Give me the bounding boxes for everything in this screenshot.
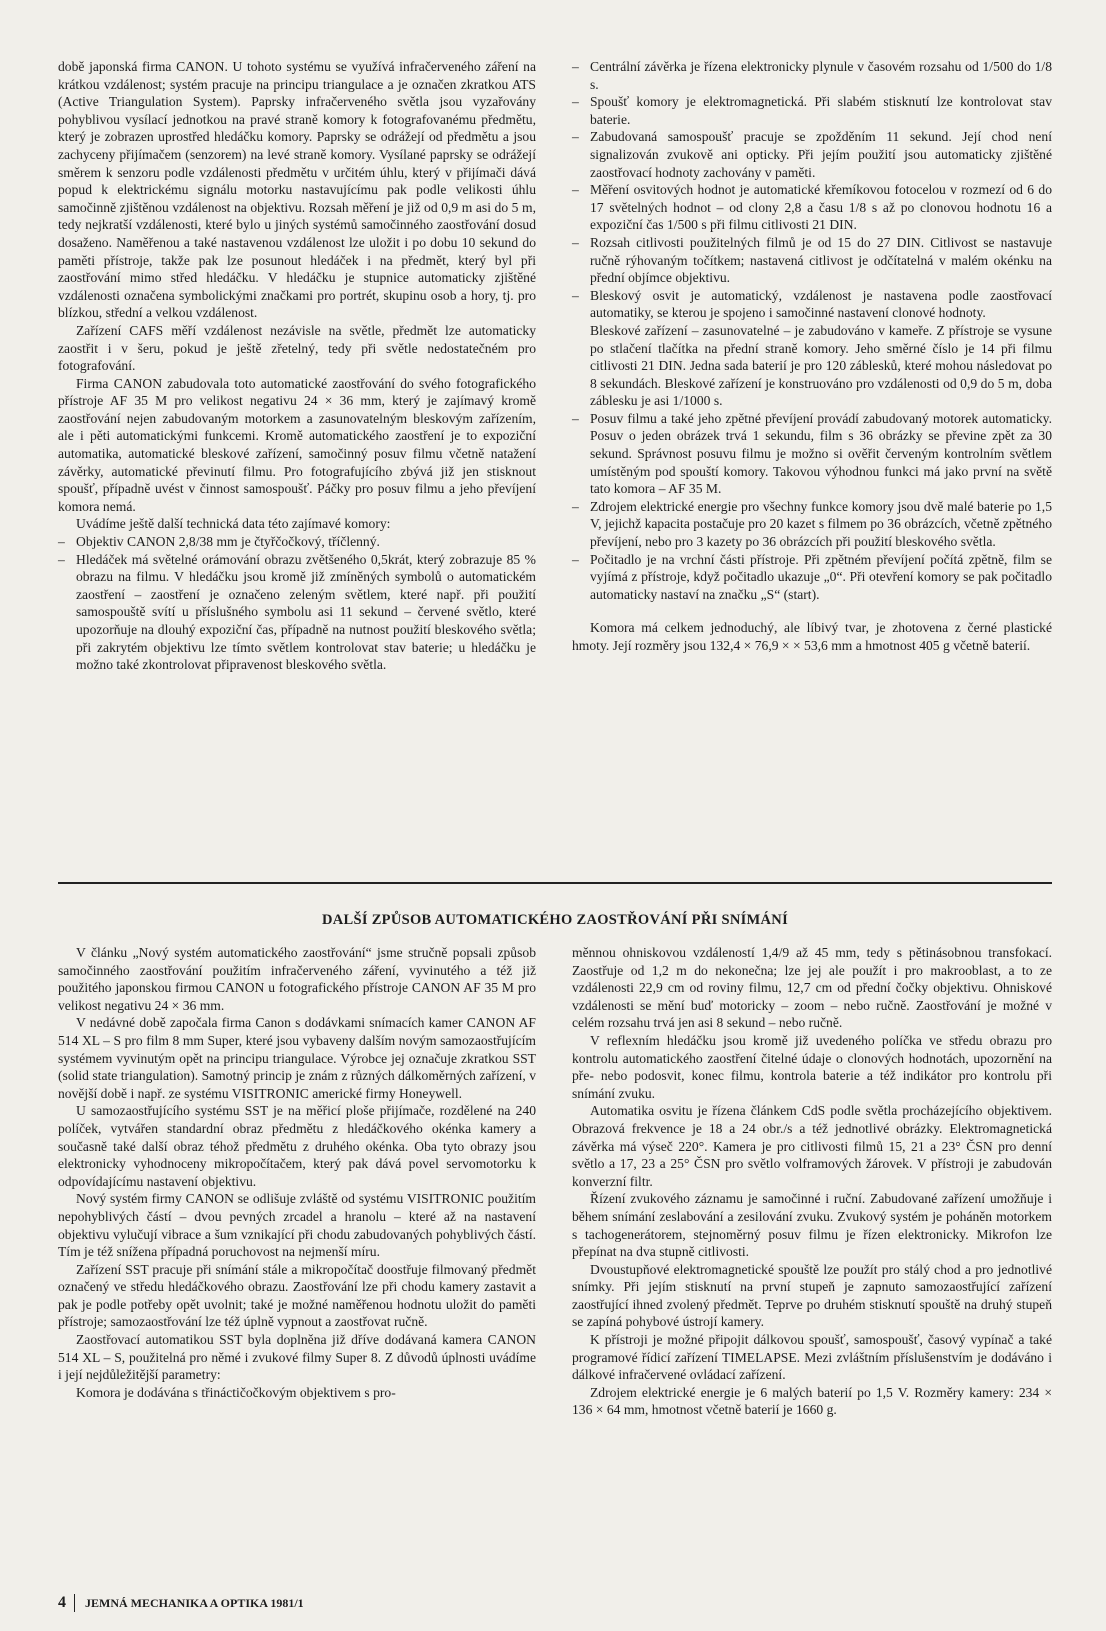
paragraph: Nový systém firmy CANON se odlišuje zvláště od systému VISITRONIC použitím nepohyblivých částí – dvou pevných zrcadel a hranolu – které až na nastavení objektivu vylučují vibrace a šum vznikající při chodu zabudovaných pohyblivých částí. Tím je též snížena případná poruchovost na nejmenší míru. — [58, 1191, 536, 1260]
list-item: – Zdrojem elektrické energie pro všechny funkce komory jsou dvě malé baterie po 1,5 V, jejichž kapacita postačuje pro 20 kazet s filmem po 36 obrázcích, včetně zpětného převíjení, nebo pro 3 kazety po 36 obrázcích při použití bleskového světla. — [572, 498, 1052, 551]
list-item: – Bleskový osvit je automatický, vzdálenost je nastavena podle zaostřovací automatiky, se kterou je spojeno i samočinné nastavení clonové hodnoty. — [572, 287, 1052, 322]
paragraph: Zdrojem elektrické energie je 6 malých baterií po 1,5 V. Rozměry kamery: 234 × 136 × 64 mm, hmotnost včetně baterií je 1660 g. — [572, 1384, 1052, 1418]
bottom-right-column — [572, 944, 1052, 1419]
list-item: – Objektiv CANON 2,8/38 mm je čtyřčočkový, tříčlenný. — [58, 533, 536, 551]
list-item: – Posuv filmu a také jeho zpětné převíjení provádí zabudovaný motorek automaticky. Posuv o jeden obrázek trvá 1 sekundu, film s 36 obrázky se převine zpět za 30 sekund. Správnost posuvu filmu je možno si ověřit červeným kontrolním světlem umístěným pod spouští komory. Takovou výhodnou funkci má jako první na světě tato komora – AF 35 M. — [572, 410, 1052, 498]
closing-paragraph: Komora má celkem jednoduchý, ale líbivý tvar, je zhotovena z černé plastické hmoty. Její rozměry jsou 132,4 × 76,9 × × 53,6 mm a hmotnost 405 g včetně baterií. — [572, 620, 1052, 653]
paragraph: V nedávné době započala firma Canon s dodávkami snímacích kamer CANON AF 514 XL – S pro film 8 mm Super, které jsou vybaveny dalším novým samozaostřujícím systémem vyvinutým opět na principu triangulace. Výrobce jej označuje zkratkou SST (solid state triangulation). Samotný princip je znám z různých dálkoměrných zařízení, v novější době i např. ze systému VISITRONIC americké firmy Honeywell. — [58, 1015, 536, 1101]
list-item: – Měření osvitových hodnot je automatické křemíkovou fotocelou v rozmezí od 6 do 17 světelných hodnot – od clony 2,8 a času 1/8 s až po clonovou hodnotu 16 a expoziční čas 1/500 s při filmu citlivosti 21 DIN. — [572, 181, 1052, 234]
paragraph: Zařízení CAFS měří vzdálenost nezávisle na světle, předmět lze automaticky zaostřit i v šeru, pokud je ještě zřetelný, tedy při světle nedostatečném pro fotografování. — [58, 322, 536, 374]
paragraph: Komora je dodávána s třináctičočkovým objektivem s pro- — [76, 1384, 396, 1400]
paragraph: Automatika osvitu je řízena článkem CdS podle světla procházejícího objektivem. Obrazová frekvence je 18 a 24 obr./s a též jednotlivé obrázky. Elektromagnetická závěrka má výseč 220°. Kamera je pro citlivosti filmů 15, 21 a 23° ČSN pro denní světlo a 17, 23 a 25° ČSN pro světlo volframových žárovek. V přístroji je zabudován konverzní filtr. — [572, 1103, 1052, 1189]
page-number: 4 — [58, 1594, 66, 1611]
list-item: – Počitadlo je na vrchní části přístroje. Při zpětném převíjení počítá zpětně, film se vyjímá z přístroje, když počitadlo ukazuje „0“. Při otevření komory se pak počitadlo automaticky nastaví na značku „S“ (start). — [572, 551, 1052, 604]
spec-list — [572, 410, 1052, 604]
paragraph: Zařízení SST pracuje při snímání stále a mikropočítač doostřuje filmovaný předmět označený ve středu hledáčkového obrazu. Zaostřování lze při chodu kamery zastavit a pak je podle potřeby opět uvolnit; také je možné naměřenou hodnotu uložit do paměti přístroje; samozaostřování lze též úplně vypnout a zaostřovat ručně. — [58, 1261, 536, 1330]
bottom-left-column — [58, 944, 536, 1401]
footer-divider — [74, 1594, 75, 1612]
article-heading: DALŠÍ ZPŮSOB AUTOMATICKÉHO ZAOSTŘOVÁNÍ PŘI SNÍMÁNÍ — [321, 912, 789, 928]
list-item: – Zabudovaná samospoušť pracuje se zpožděním 11 sekund. Její chod není signalizován zvukově ani opticky. Při jejím použití jsou automaticky zjištěné zaostřovací hodnoty zachovány v paměti. — [572, 128, 1052, 181]
list-item: – Hledáček má světelné orámování obrazu zvětšeného 0,5krát, který zobrazuje 85 % obrazu na filmu. V hledáčku jsou kromě již zmíněných symbolů o automatickém zaostření – zaostření je označeno zeleným světlem, které např. při použití samospouště svítí u příslušného symbolu asi 11 sekund – červené světlo, které upozorňuje na dlouhý expoziční čas, případně na nutnost použití bleskového světla; při zakrytém objektivu lze tímto světlem kontrolovat stav baterie; u hledáčku je možno také zkontrolovat připravenost bleskového světla. — [58, 551, 536, 674]
publication-title: JEMNÁ MECHANIKA A OPTIKA 1981/1 — [85, 1595, 304, 1610]
paragraph: U samozaostřujícího systému SST je na měřicí ploše přijímače, rozdělené na 240 políček, vytvářen standardní obraz předmětu z hledáčkového okénka kamery a současně také další obraz téhož předmětu z druhého okénka. Oba tyto obrazy jsou elektronicky vyhodnoceny mikropočítačem, který pak dává povel servomotorku k odpovídajícímu nastavení objektivu. — [58, 1103, 536, 1189]
spec-list — [58, 533, 536, 674]
paragraph: měnnou ohniskovou vzdáleností 1,4/9 až 45 mm, tedy s pětinásobnou transfokací. Zaostřuje od 1,2 m do nekonečna; lze jej ale použít i pro makrooblast, a to ze vzdálenosti 22,9 cm od roviny filmu, 12,7 cm od přední čočky objektivu. Ohniskové vzdálenosti se mění buď motoricky – zoom – nebo ručně. Zaostřování je možné v celém rozsahu trvá jen asi 8 sekund – nebo ručně. — [572, 945, 1052, 1031]
paragraph: Firma CANON zabudovala toto automatické zaostřování do svého fotografického přístroje AF 35 M pro velikost negativu 24 × 36 mm, který je zajímavý kromě zaostřování nejen zabudovaným motorkem a zasunovatelným bleskovým zařízením, ale i pěti automatickými funkcemi. Kromě automatického zaostření je to expoziční automatika, automatické bleskové zařízení, samočinný posuv filmu včetně natažení závěrky, automatické převinutí filmu. Pro fotografujícího zbývá již jen stisknout spoušť, případně uvést v činnost samospoušť. Páčky pro posuv filmu a jeho převíjení komora nemá. — [58, 375, 536, 514]
paragraph: V článku „Nový systém automatického zaostřování“ jsme stručně popsali způsob samočinného zaostřování použitím infračerveného záření, vyvinutého a též již použitého japonskou firmou CANON u fotografického přístroje CANON AF 35 M pro velikost negativu 24 × 36 mm. — [58, 945, 536, 1013]
section-divider — [58, 882, 1052, 884]
paragraph: V reflexním hledáčku jsou kromě již uvedeného políčka ve středu obrazu pro kontrolu automatického zaostření čitelné údaje o clonových hodnotách, upozornění na pře- nebo podosvit, konec filmu, kontrola baterie a též indikátor pro kontrolu při snímání zvuku. — [572, 1032, 1052, 1101]
list-item: – Rozsah citlivosti použitelných filmů je od 15 do 27 DIN. Citlivost se nastavuje ručně rýhovaným točítkem; nastavená citlivost je odčítatelná v malém okénku na přední objímce objektivu. — [572, 234, 1052, 287]
page-footer — [58, 1594, 304, 1612]
flash-paragraph: Bleskové zařízení – zasunovatelné – je zabudováno v kameře. Z přístroje se vysune po stlačení tlačítka na přední straně komory. Jeho směrné číslo je 14 při filmu citlivosti 21 DIN. Jedna sada baterií je pro 120 záblesků, které mohou následovat po 8 sekundách. Bleskové zařízení je konstruováno pro vzdálenosti od 0,9 do 5 m, doba záblesku je asi 1/1000 s. — [590, 322, 1052, 409]
paragraph: K přístroji je možné připojit dálkovou spoušť, samospoušť, časový vypínač a také programové řídicí zařízení TIMELAPSE. Mezi zvláštním příslušenstvím je dodáváno i dálkové infračervené ovládací zařízení. — [572, 1332, 1052, 1383]
paragraph: Řízení zvukového záznamu je samočinné i ruční. Zabudované zařízení umožňuje i během snímání zeslabování a zesilování zvuku. Zvukový systém je poháněn motorkem s tachogenerátorem, stejnoměrný posuv filmu je řízen elektronicky. Mikrofon lze přepínat na dva stupně citlivosti. — [572, 1191, 1052, 1260]
top-left-column — [58, 58, 536, 674]
list-item: – Centrální závěrka je řízena elektronicky plynule v časovém rozsahu od 1/500 do 1/8 s. — [572, 58, 1052, 93]
paragraph: Uvádíme ještě další technická data této zajímavé komory: — [76, 516, 391, 532]
paragraph: Dvoustupňové elektromagnetické spouště lze použít pro stálý chod a pro jednotlivé snímky. Při jejím stisknutí na první stupeň je zapnuto samozaostřující zařízení zaostřující ihned zvolený předmět. Teprve po druhém stisknutí spouště na druhý stupeň se zapíná pohybové ústrojí kamery. — [572, 1261, 1052, 1330]
top-right-column — [572, 58, 1052, 655]
list-item: – Spoušť komory je elektromagnetická. Při slabém stisknutí lze kontrolovat stav baterie. — [572, 93, 1052, 128]
paragraph: době japonská firma CANON. U tohoto systému se využívá infračerveného záření na krátkou vzdálenost; systém pracuje na principu triangulace a je označen zkratkou ATS (Active Triangulation System). Paprsky infračerveného světla jsou vyzařovány pohyblivou vysílací jednotkou na pravé straně komory k fotografovanému předmětu, který je zobrazen uprostřed hledáčku komory. Paprsky se odrážejí od předmětu a jsou zachyceny přijímačem (senzorem) na levé straně komory. Vysílané paprsky se odrážejí směrem k senzoru podle vzdálenosti předmětu v určitém úhlu, který v přijímači dává popud k elektrickému signálu motorku nastavujícímu pak podle velikosti úhlu samočinně zjištěnou vzdálenost na objektivu. Rozsah měření je již od 0,9 m asi do 5 m, tedy nejkratší vzdálenosti, které bylo u jiných systémů samočinného zaostřování dosud dosaženo. Naměřenou a také nastavenou vzdálenost lze uložit i po dobu 10 sekund do paměti přístroje, takže pak lze posunout hledáček i na předmět, který byl při zaostřování mimo střed hledáčku. V hledáčku je stupnice automaticky zjištěné vzdálenosti označena symbolickými značkami pro portrét, skupinu osob a hory, tj. pro blízkou, střední a velkou vzdálenost. — [58, 59, 536, 321]
spec-list — [572, 58, 1052, 322]
paragraph: Zaostřovací automatikou SST byla doplněna již dříve dodávaná kamera CANON 514 XL – S, použitelná pro němé i zvukové filmy Super 8. Z důvodů úplnosti uvádíme i její nejdůležitější parametry: — [58, 1332, 536, 1383]
